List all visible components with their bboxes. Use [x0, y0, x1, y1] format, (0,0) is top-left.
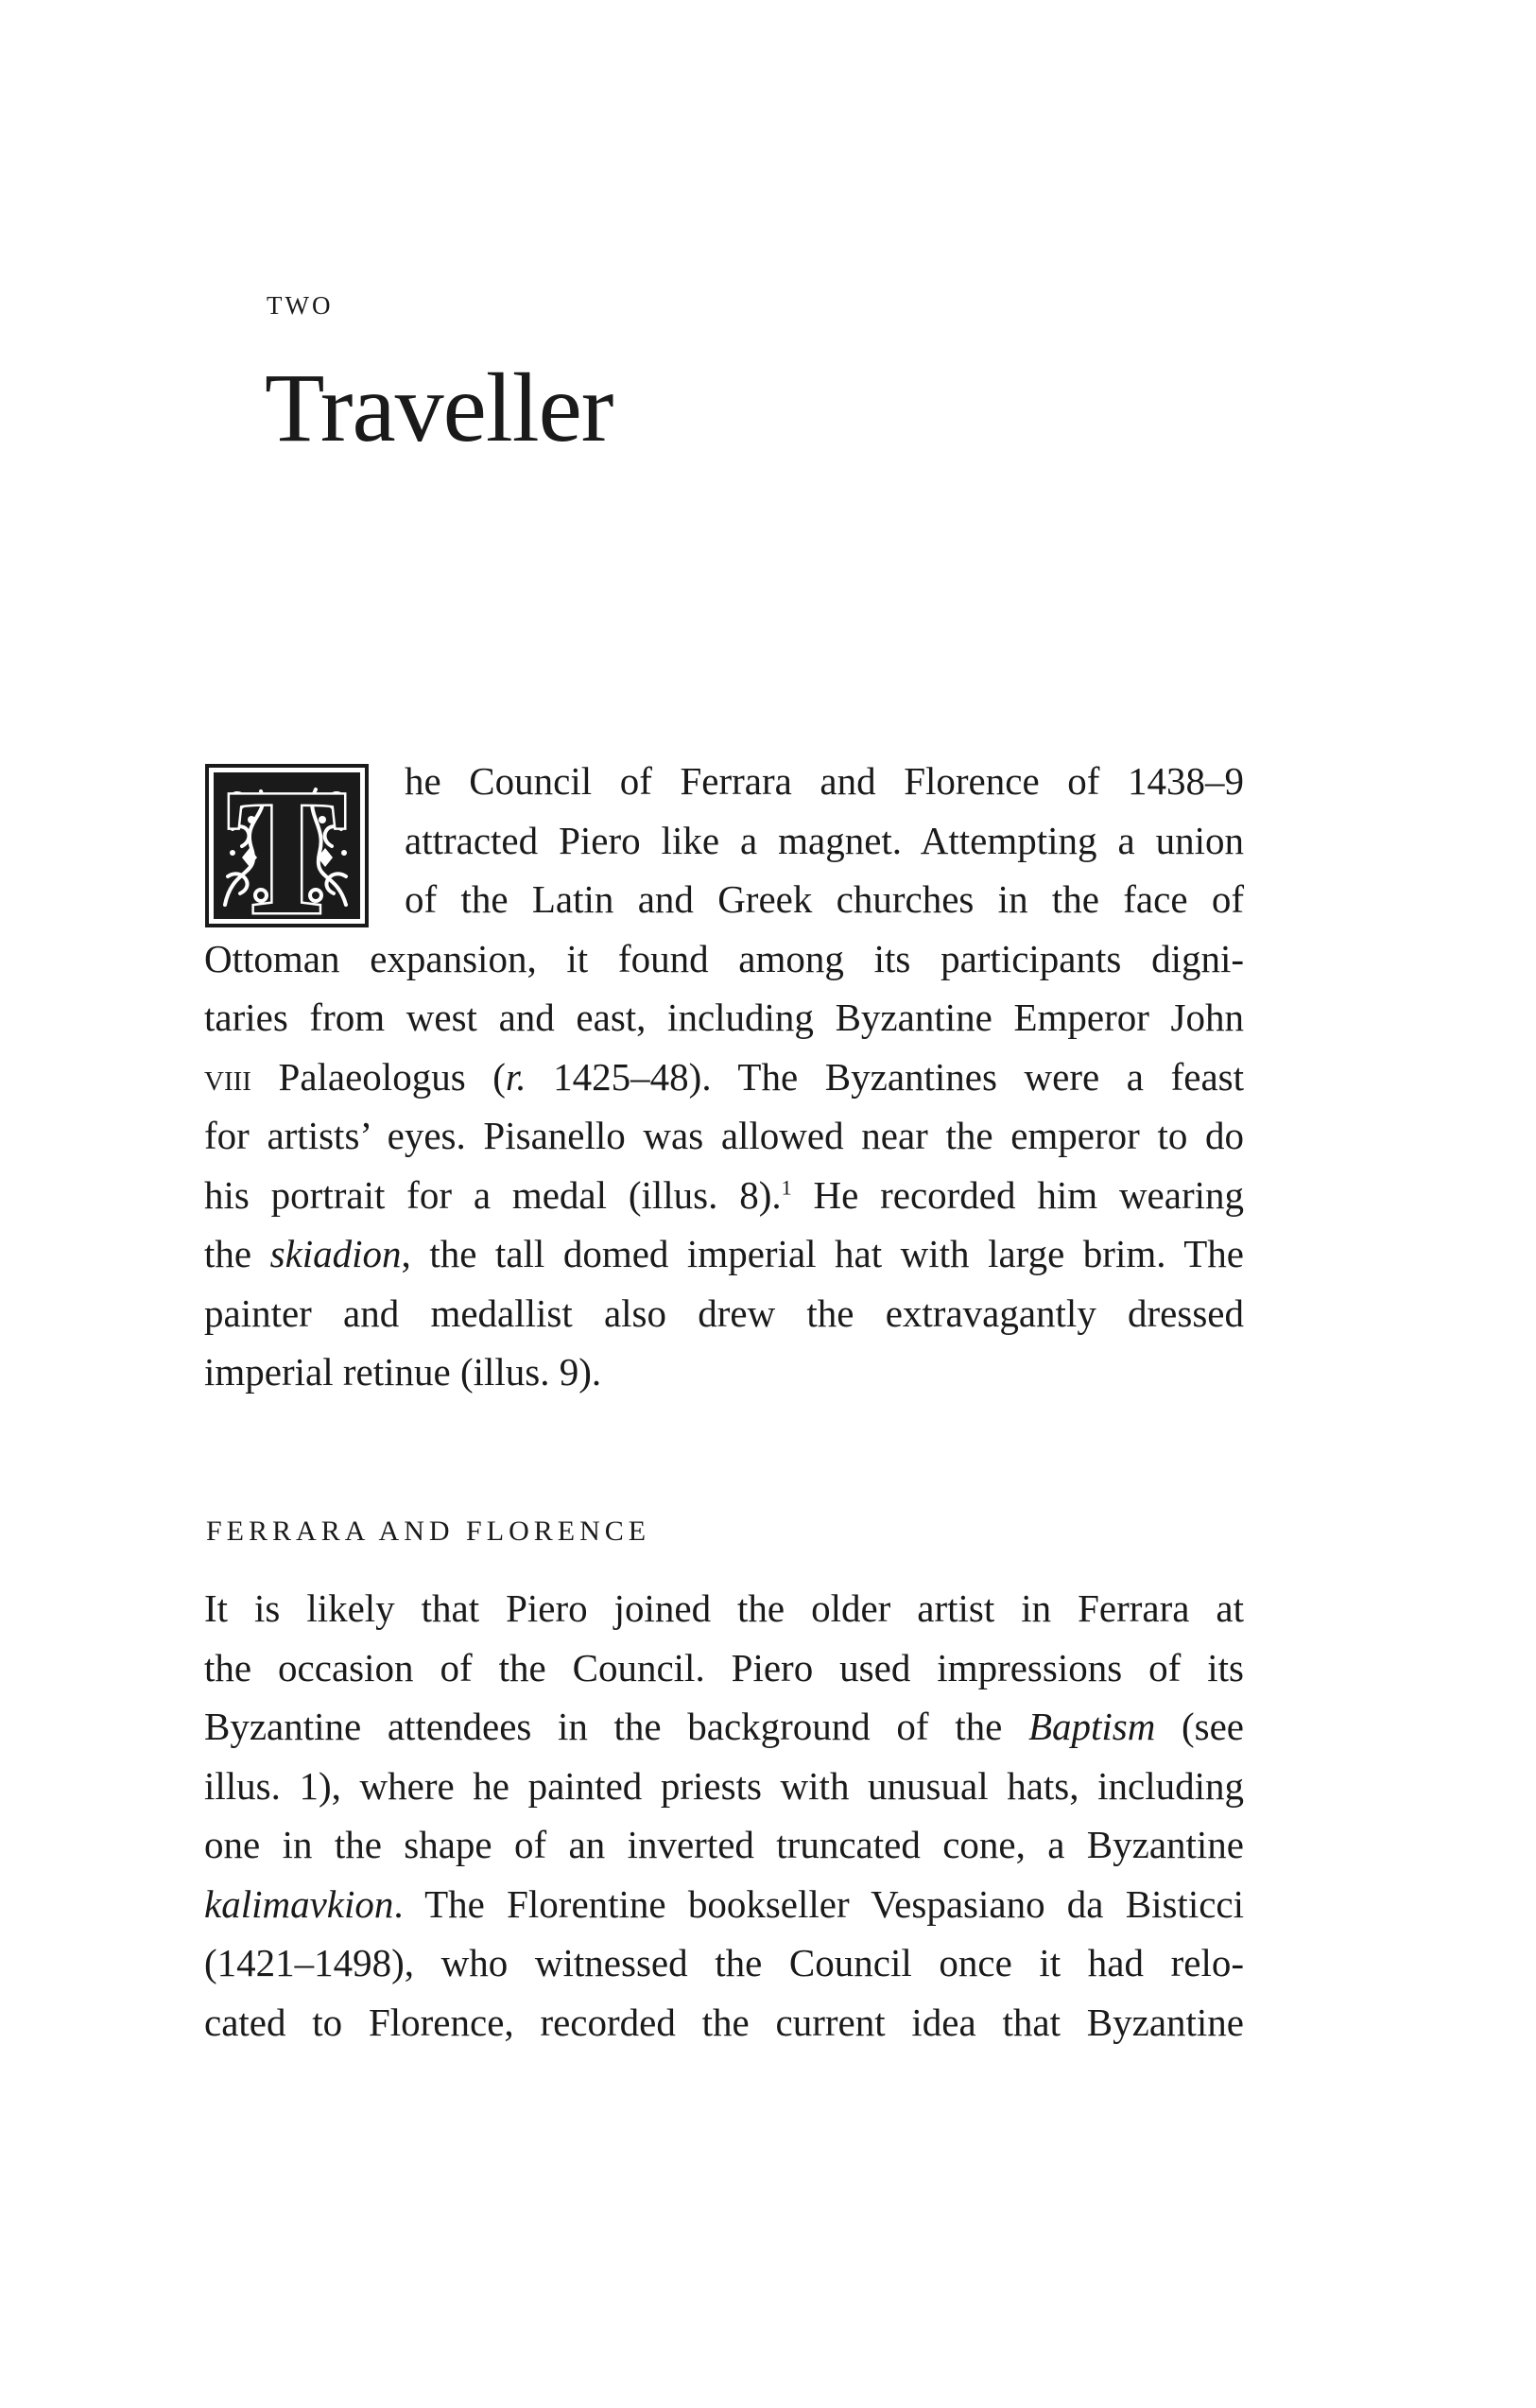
section-line-6: kalimavkion. The Florentine bookseller Vespasiano da Bisticci [204, 1881, 1244, 1926]
section-line-7: (1421–1498), who witnessed the Council once it had relo- [204, 1941, 1244, 1984]
intro-line-1: he Council of Ferrara and Florence of 1438–9 [405, 759, 1244, 803]
chapter-title: Traveller [265, 354, 613, 462]
section-heading: FERRARA AND FLORENCE [206, 1516, 651, 1547]
intro-line-8: his portrait for a medal (illus. 8).$^1$ He recorded him wearing [204, 1172, 1244, 1217]
chapter-number: two [267, 283, 334, 322]
section-paragraph [204, 1579, 1244, 2052]
intro-line-3: of the Latin and Greek churches in the face of [405, 877, 1244, 921]
section-line-5: one in the shape of an inverted truncated cone, a Byzantine [204, 1823, 1244, 1866]
term-baptism: Baptism [1027, 1705, 1156, 1748]
intro-line-9: the skiadion, the tall domed imperial hat with large brim. The [204, 1232, 1244, 1275]
intro-paragraph [204, 752, 1244, 1402]
section-line-8: cated to Florence, recorded the current idea that Byzantine [204, 2000, 1244, 2044]
intro-line-4: Ottoman expansion, it found among its participants digni- [204, 936, 1244, 980]
svg-text:T: T [227, 763, 347, 928]
footnote-ref: 1 [781, 1174, 792, 1199]
intro-line-10: painter and medallist also drew the extravagantly dressed [204, 1291, 1244, 1335]
section-line-2: the occasion of the Council. Piero used impressions of its [204, 1645, 1244, 1689]
roman-numeral: viii [204, 1054, 251, 1099]
intro-line-11: imperial retinue (illus. 9). [204, 1350, 602, 1394]
term-kalimavkion: kalimavkion [204, 1881, 394, 1926]
intro-line-5: taries from west and east, including Byzantine Emperor John [204, 996, 1244, 1039]
intro-line-7: for artists’ eyes. Pisanello was allowed near the emperor to do [204, 1114, 1244, 1157]
section-line-3: Byzantine attendees in the background of the Baptism (see [204, 1705, 1244, 1748]
section-line-1: It is likely that Piero joined the older artist in Ferrara at [204, 1586, 1244, 1630]
section-line-4: illus. 1), where he painted priests with unusual hats, including [204, 1763, 1244, 1808]
intro-line-2: attracted Piero like a magnet. Attempting a union [405, 818, 1244, 862]
intro-line-6: viii Palaeologus (r. 1425–48). The Byzantines were a feast [204, 1054, 1244, 1099]
term-skiadion: skiadion [269, 1232, 402, 1275]
